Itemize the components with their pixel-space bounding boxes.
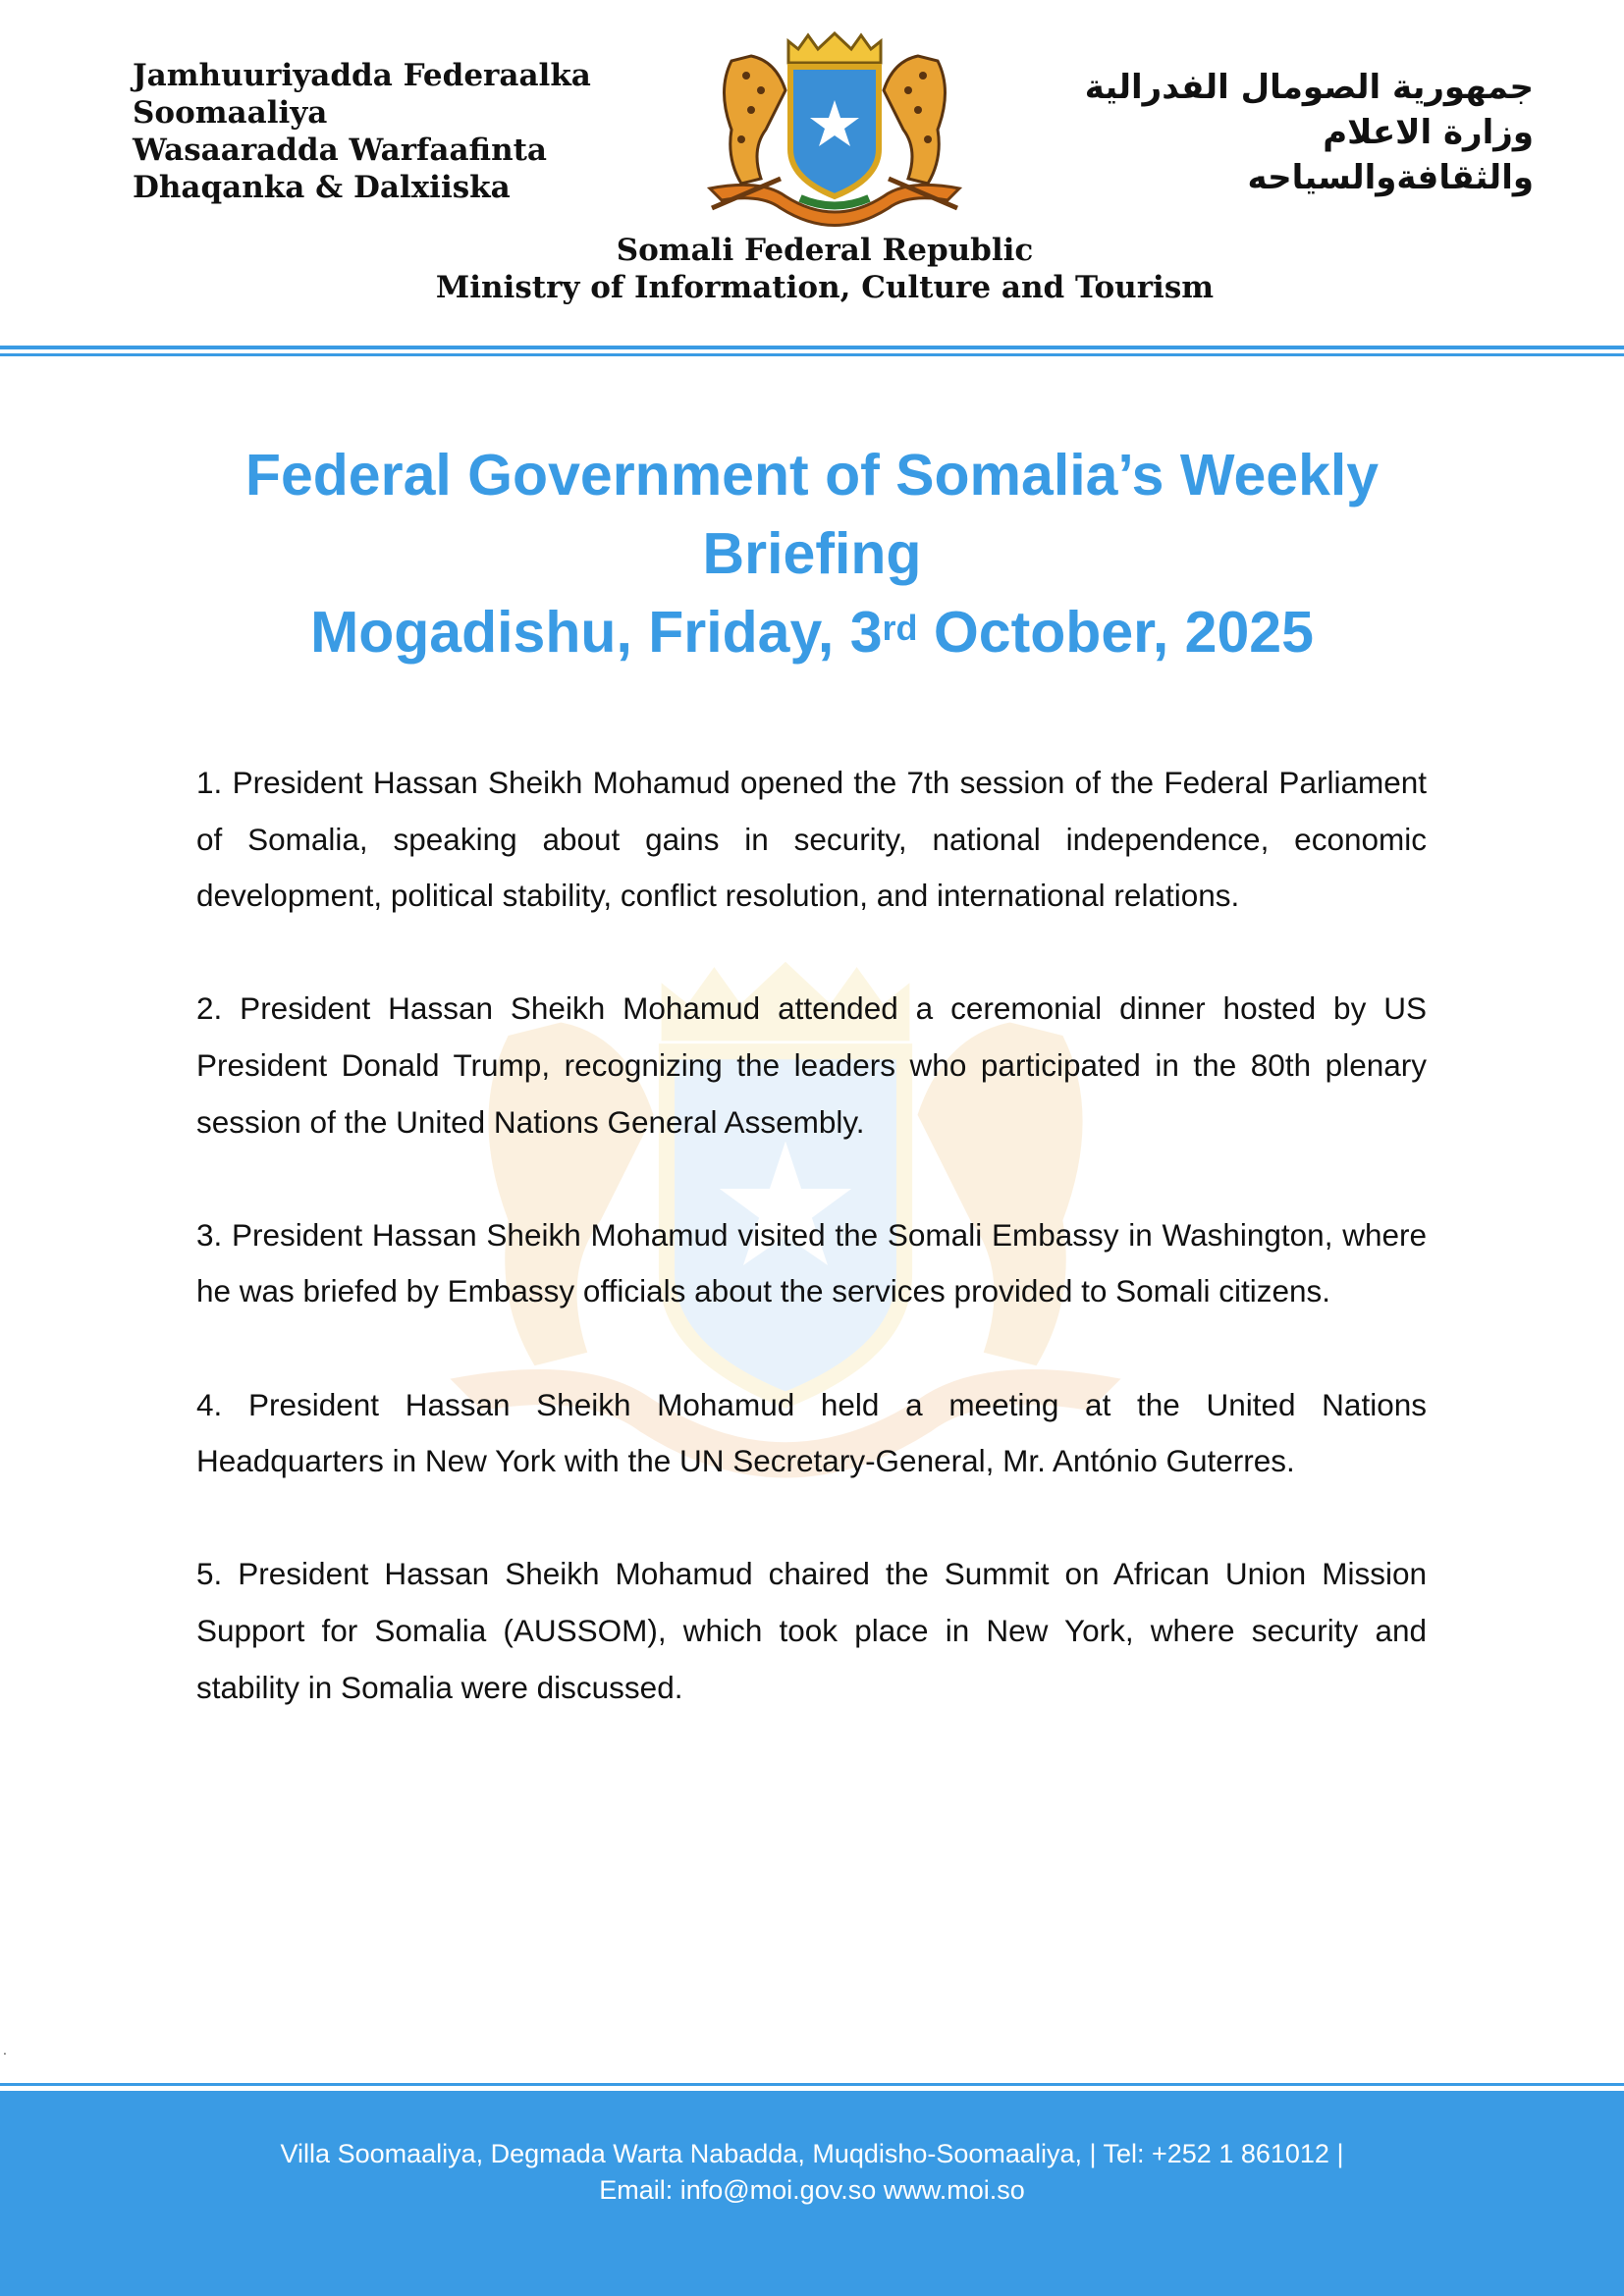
somali-header [133, 57, 591, 206]
stray-mark: . [3, 2042, 7, 2057]
title-line: Federal Government of Somalia’s Weekly [244, 443, 1380, 507]
footer-divider [0, 2083, 1624, 2086]
briefing-body [196, 755, 1427, 1773]
briefing-item: 4. President Hassan Sheikh Mohamud held a meeting at the United Nations Headquarters in New York with the UN Secretary-General, Mr. António Guterres. [196, 1386, 1427, 1479]
somali-header-line: Soomaaliya [133, 95, 328, 131]
footer-address: Villa Soomaaliya, Degmada Warta Nabadda, Muqdisho-Soomaaliya, | Tel: +252 1 861012 | [280, 2139, 1344, 2168]
arabic-header [1023, 65, 1534, 200]
date-suffix: October, 2025 [917, 600, 1314, 665]
page-title [147, 436, 1477, 671]
header-divider [0, 353, 1624, 356]
arabic-header-line: وزارة الاعلام [1323, 113, 1534, 152]
date-ordinal: rd [882, 608, 918, 648]
english-header [0, 232, 1624, 306]
title-date [147, 593, 1477, 671]
somali-header-line: Wasaaradda Warfaafinta [133, 133, 548, 168]
briefing-item: 3. President Hassan Sheikh Mohamud visited the Somali Embassy in Washington, where he was briefed by Embassy officials about the services provided to Somali citizens. [196, 1216, 1427, 1309]
somali-header-line: Jamhuuriyadda Federaalka [133, 58, 591, 93]
briefing-item: 1. President Hassan Sheikh Mohamud opened the 7th session of the Federal Parliament of Somalia, speaking about gains in security, national independence, economic development, political stability, conflict resolution, and international relations. [196, 765, 1427, 914]
briefing-item: 5. President Hassan Sheikh Mohamud chaired the Summit on African Union Mission Support for Somalia (AUSSOM), which took place in New York, where security and stability in Somalia were discussed. [196, 1556, 1427, 1705]
ministry-name: Ministry of Information, Culture and Tourism [435, 270, 1215, 305]
somali-header-line: Dhaqanka & Dalxiiska [133, 170, 511, 205]
date-prefix: Mogadishu, Friday, 3 [310, 600, 883, 665]
title-line: Briefing [702, 521, 922, 586]
footer [0, 2091, 1624, 2296]
header-divider [0, 346, 1624, 349]
arabic-header-line: والثقافةوالسياحه [1247, 158, 1534, 197]
arabic-header-line: جمهورية الصومال الفدرالية [1084, 68, 1534, 107]
footer-contact: Email: info@moi.gov.so www.moi.so [599, 2175, 1025, 2205]
somalia-coat-of-arms-icon [692, 31, 977, 233]
republic-name: Somali Federal Republic [616, 233, 1034, 268]
briefing-item: 2. President Hassan Sheikh Mohamud attended a ceremonial dinner hosted by US President Donald Trump, recognizing the leaders who participated in the 80th plenary session of the United Nations General Assembly. [196, 990, 1427, 1140]
